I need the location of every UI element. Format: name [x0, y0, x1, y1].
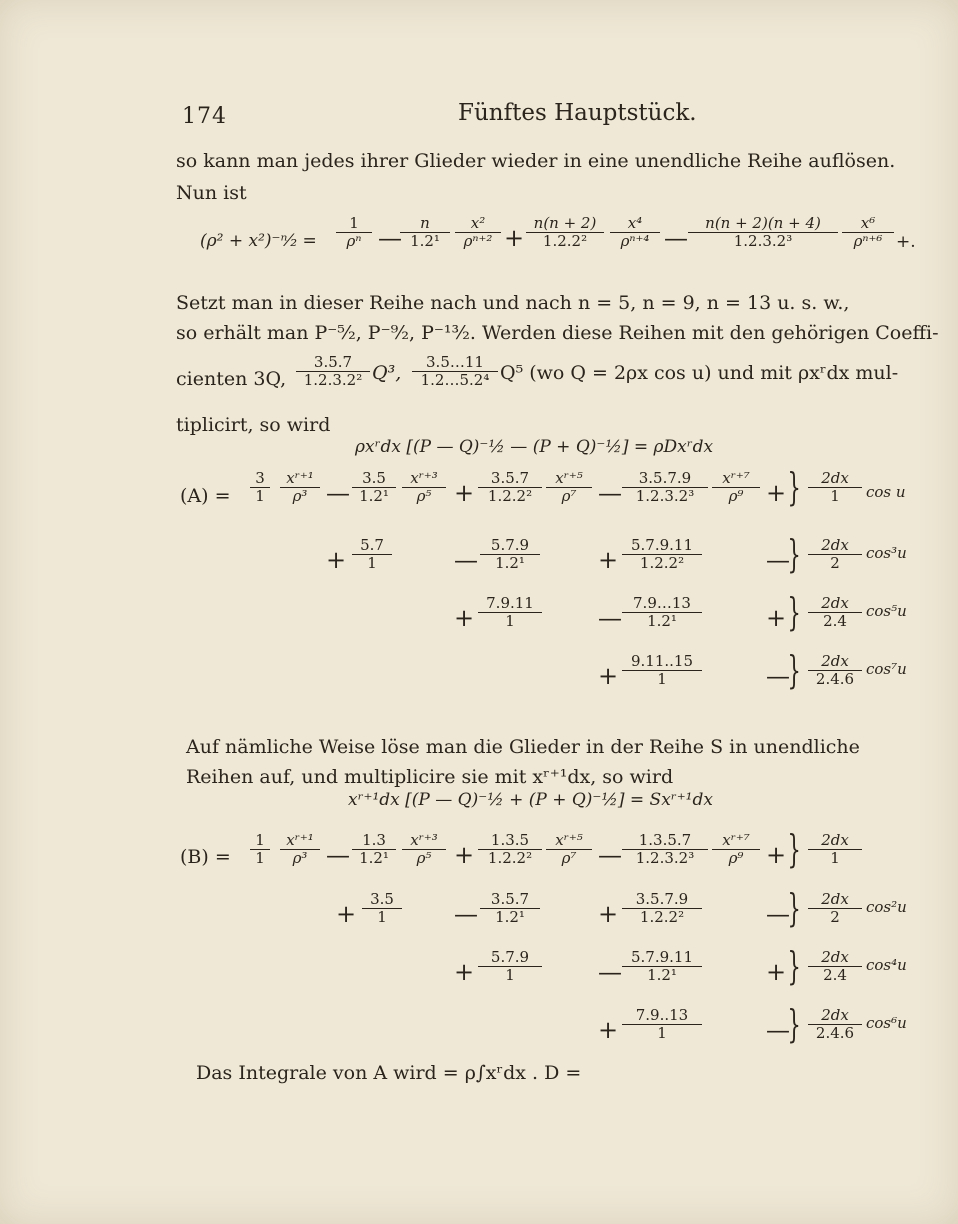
fraction: $\frac{9.11..15}{1}$ [622, 653, 702, 688]
fraction: $\frac{n}{\text{1.2¹}}$ [400, 215, 450, 250]
fraction: $\frac{3.5.7}{\text{1.2¹}}$ [480, 891, 540, 926]
equation-tail: +. [896, 232, 916, 252]
cos-term: cos⁶u [866, 1014, 907, 1032]
cos-term: cos⁷u [866, 660, 907, 678]
text-line: Q⁵ (wo Q = 2ρx cos u) und mit ρxʳdx mul- [500, 362, 899, 384]
fraction: $\frac{\text{xʳ⁺⁵}}{\text{ρ⁷}}$ [546, 470, 592, 505]
text-line: so kann man jedes ihrer Glieder wieder in eine unendliche Reihe auflösen. [176, 150, 896, 172]
fraction: $\frac{1.3.5}{\text{1.2.2²}}$ [478, 832, 542, 867]
fraction: $\frac{5.7.9.11}{\text{1.2¹}}$ [622, 949, 702, 984]
fraction: $\frac{5.7.9.11}{\text{1.2.2²}}$ [622, 537, 702, 572]
text-line: tiplicirt, so wird [176, 414, 331, 436]
block-b-label: (B) = [180, 846, 231, 868]
page-number: 174 [182, 104, 227, 129]
cos-term: cos³u [866, 544, 907, 562]
fraction: $\frac{\text{x⁶}}{\text{ρⁿ⁺⁶}}$ [842, 215, 894, 250]
fraction: $\frac{3.5\dots 11}{\text{1.2…5.2⁴}}$ [412, 354, 498, 389]
fraction: $\frac{1}{1}$ [250, 832, 270, 867]
text-line: Reihen auf, und multiplicire sie mit xʳ⁺¹dx, so wird [186, 766, 674, 788]
fraction: $\frac{2dx}{2.4.6}$ [808, 653, 862, 688]
fraction: $\frac{\text{xʳ⁺⁷}}{\text{ρ⁹}}$ [712, 470, 760, 505]
text-fragment: Q³, [372, 362, 402, 384]
fraction: $\frac{2dx}{1}$ [808, 832, 862, 867]
block-a-label: (A) = [180, 485, 231, 507]
fraction: $\frac{2dx}{2}$ [808, 537, 862, 572]
text-line: Nun ist [176, 182, 247, 204]
cos-term: cos⁴u [866, 956, 907, 974]
fraction: $\frac{\text{x⁴}}{\text{ρⁿ⁺⁴}}$ [610, 215, 660, 250]
fraction: $\frac{2dx}{1}$ [808, 470, 862, 505]
text-line: Auf nämliche Weise löse man die Glieder in der Reihe S in unendliche [186, 736, 860, 758]
fraction: $\frac{2dx}{2.4.6}$ [808, 1007, 862, 1042]
fraction: $\frac{\text{xʳ⁺¹}}{\text{ρ³}}$ [280, 832, 320, 867]
fraction: $\frac{7.9\dots 13}{\text{1.2¹}}$ [622, 595, 702, 630]
fraction: $\frac{5.7.9}{1}$ [478, 949, 542, 984]
fraction: $\frac{\text{xʳ⁺³}}{\text{ρ⁵}}$ [402, 832, 446, 867]
text-line: so erhält man P⁻⁵⁄₂, P⁻⁹⁄₂, P⁻¹³⁄₂. Werden diese Reihen mit den gehörigen Coeffi- [176, 322, 939, 344]
running-title: Fünftes Hauptstück. [458, 100, 697, 126]
fraction: $\frac{3.5.7.9}{\text{1.2.3.2³}}$ [622, 470, 708, 505]
cos-term: cos²u [866, 898, 907, 916]
fraction: $\frac{n(n + 2)(n + 4)}{\text{1.2.3.2³}}$ [688, 215, 838, 250]
cos-term: cos u [866, 483, 906, 501]
cos-term: cos⁵u [866, 602, 907, 620]
text-line: cienten 3Q, [176, 368, 287, 390]
fraction: $\frac{3}{1}$ [250, 470, 270, 505]
text-line: Das Integrale von A wird = ρ∫xʳdx . D = [196, 1062, 582, 1084]
fraction: $\frac{\text{xʳ⁺⁵}}{\text{ρ⁷}}$ [546, 832, 592, 867]
fraction: $\frac{3.5.7.9}{\text{1.2.2²}}$ [622, 891, 702, 926]
fraction: $\frac{\text{xʳ⁺¹}}{\text{ρ³}}$ [280, 470, 320, 505]
equation-lhs: (ρ² + x²)⁻ⁿ⁄₂ = [200, 231, 317, 251]
fraction: $\frac{n(n + 2)}{\text{1.2.2²}}$ [526, 215, 604, 250]
fraction: $\frac{5.7}{1}$ [352, 537, 392, 572]
fraction: $\frac{1.3.5.7}{\text{1.2.3.2³}}$ [622, 832, 708, 867]
fraction: $\frac{\text{xʳ⁺⁷}}{\text{ρ⁹}}$ [712, 832, 760, 867]
fraction: $\frac{3.5}{1}$ [362, 891, 402, 926]
fraction: $\frac{3.5.7}{\text{1.2.2²}}$ [478, 470, 542, 505]
fraction: $\frac{7.9.11}{1}$ [478, 595, 542, 630]
fraction: $\frac{2dx}{2}$ [808, 891, 862, 926]
fraction: $\frac{3.5.7}{\text{1.2.3.2²}}$ [296, 354, 370, 389]
fraction: $\frac{3.5}{\text{1.2¹}}$ [352, 470, 396, 505]
fraction: $\frac{5.7.9}{\text{1.2¹}}$ [480, 537, 540, 572]
fraction: $\frac{\text{xʳ⁺³}}{\text{ρ⁵}}$ [402, 470, 446, 505]
fraction: $\frac{2dx}{2.4}$ [808, 949, 862, 984]
fraction: $\frac{\text{x²}}{\text{ρⁿ⁺²}}$ [455, 215, 501, 250]
fraction: $\frac{1}{\text{ρⁿ}}$ [336, 215, 372, 250]
equation-a-head: ρxʳdx [(P — Q)⁻½ — (P + Q)⁻½] = ρDxʳdx [355, 437, 714, 457]
equation-b-head: xʳ⁺¹dx [(P — Q)⁻½ + (P + Q)⁻½] = Sxʳ⁺¹dx [348, 790, 713, 810]
fraction: $\frac{2dx}{2.4}$ [808, 595, 862, 630]
fraction: $\frac{1.3}{\text{1.2¹}}$ [352, 832, 396, 867]
fraction: $\frac{7.9..13}{1}$ [622, 1007, 702, 1042]
text-line: Setzt man in dieser Reihe nach und nach n = 5, n = 9, n = 13 u. s. w., [176, 292, 850, 314]
